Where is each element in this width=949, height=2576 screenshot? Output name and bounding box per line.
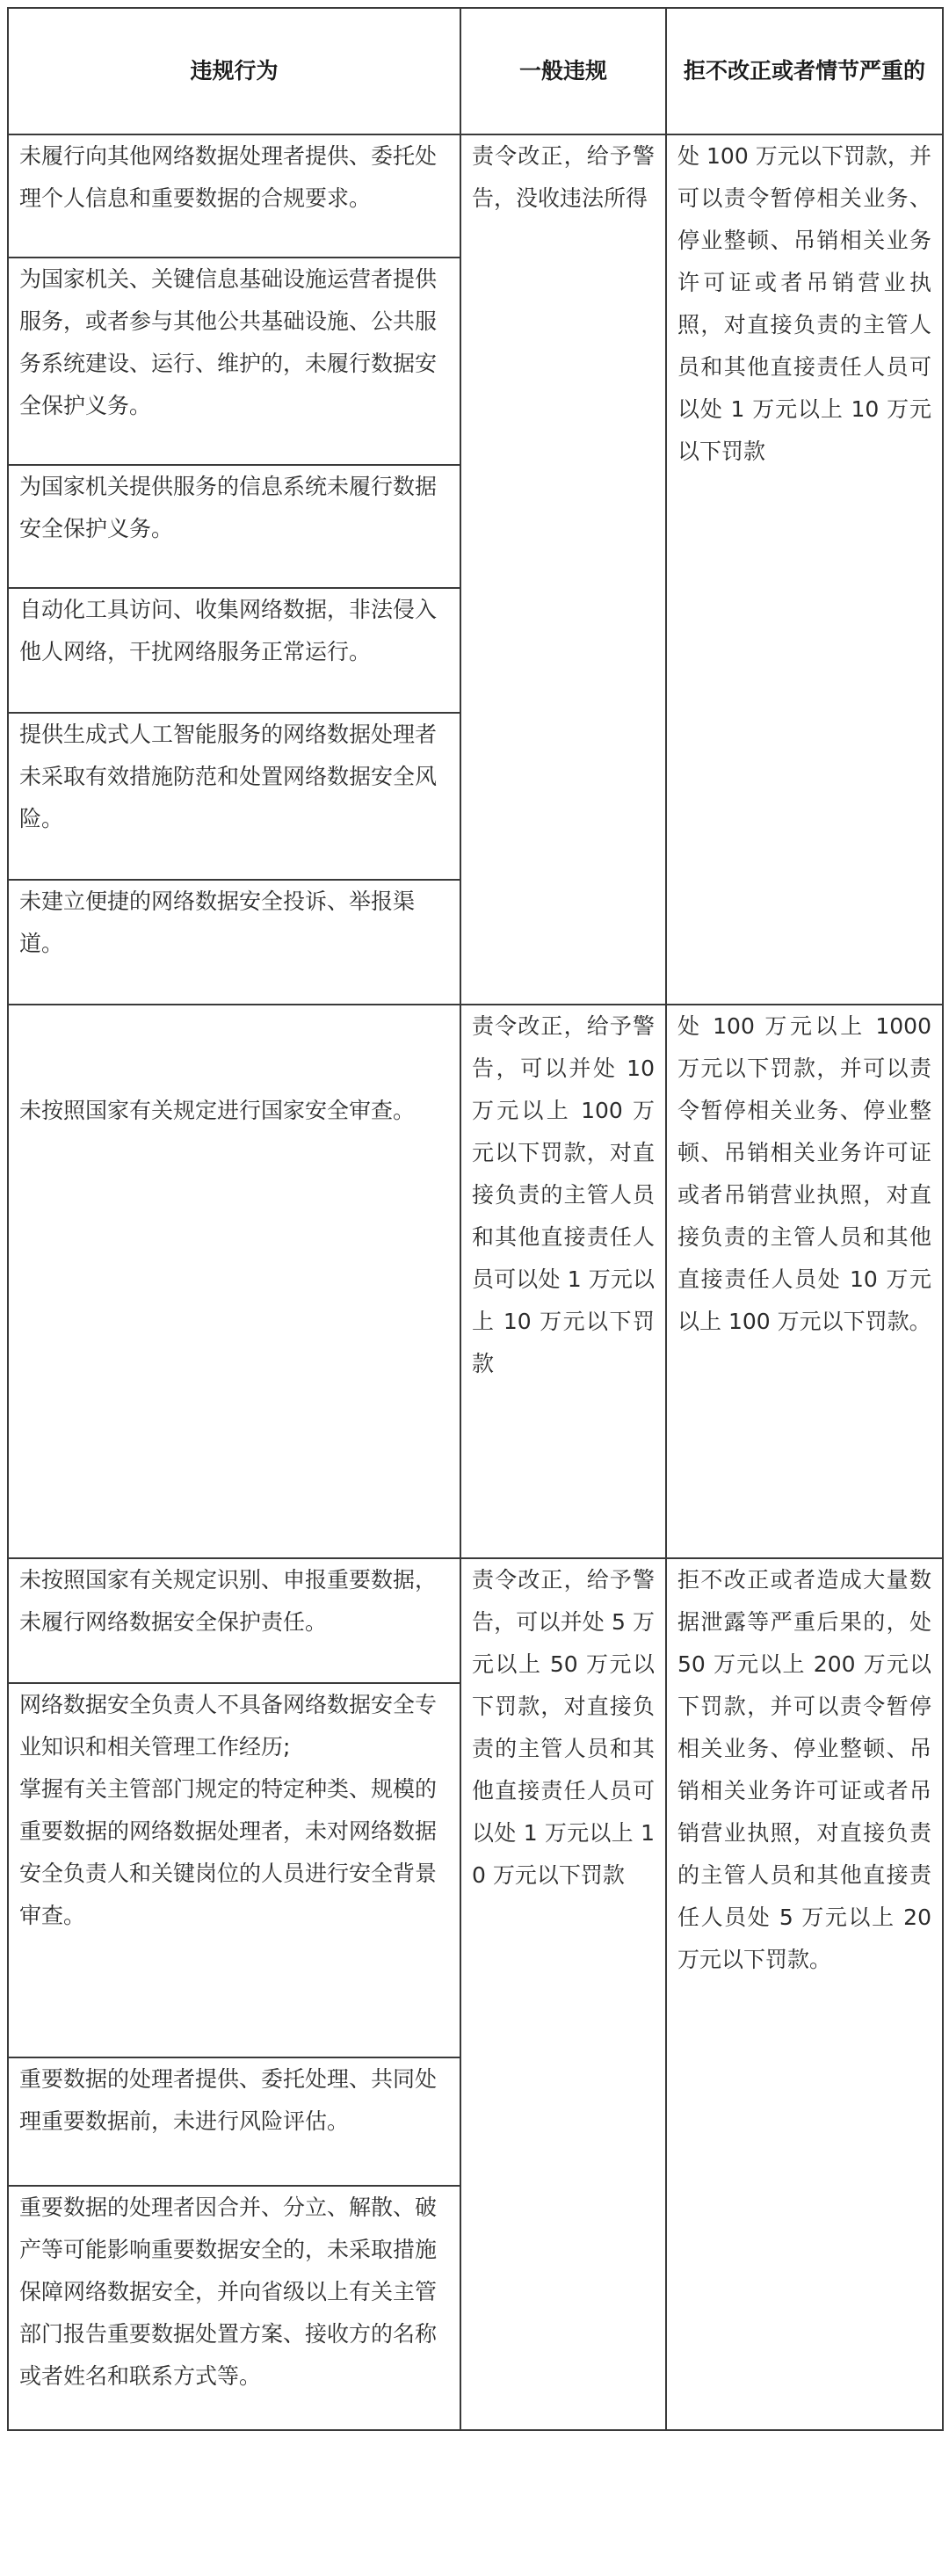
violation-cell: 未履行向其他网络数据处理者提供、委托处理个人信息和重要数据的合规要求。 xyxy=(8,134,460,258)
violation-cell: 为国家机关、关键信息基础设施运营者提供服务，或者参与其他公共基础设施、公共服务系统建设、运行、维护的，未履行数据安全保护义务。 xyxy=(8,258,460,465)
violation-cell: 未按照国家有关规定进行国家安全审查。 xyxy=(8,1005,460,1558)
general-penalty-cell: 责令改正，给予警告，没收违法所得 xyxy=(460,134,666,1005)
violation-cell: 未建立便捷的网络数据安全投诉、举报渠道。 xyxy=(8,880,460,1005)
severe-penalty-cell: 处 100 万元以下罚款，并可以责令暂停相关业务、停业整顿、吊销相关业务许可证或者吊销营业执照，对直接负责的主管人员和其他直接责任人员可以处 1 万元以上 10 万元以下罚款 xyxy=(666,134,943,1005)
penalty-table xyxy=(7,7,944,2431)
general-penalty-cell: 责令改正，给予警告，可以并处 10 万元以上 100 万元以下罚款，对直接负责的主管人员和其他直接责任人员可以处 1 万元以上 10 万元以下罚款 xyxy=(460,1005,666,1558)
violation-cell: 重要数据的处理者因合并、分立、解散、破产等可能影响重要数据安全的，未采取措施保障网络数据安全，并向省级以上有关主管部门报告重要数据处置方案、接收方的名称或者姓名和联系方式等。 xyxy=(8,2186,460,2430)
violation-text: 掌握有关主管部门规定的特定种类、规模的重要数据的网络数据处理者，未对网络数据安全负责人和关键岗位的人员进行安全背景审查。 xyxy=(19,1776,438,1928)
violation-cell: 提供生成式人工智能服务的网络数据处理者未采取有效措施防范和处置网络数据安全风险。 xyxy=(8,713,460,880)
header-row xyxy=(8,8,943,134)
violation-cell: 为国家机关提供服务的信息系统未履行数据安全保护义务。 xyxy=(8,465,460,588)
violation-text: 网络数据安全负责人不具备网络数据安全专业知识和相关管理工作经历; xyxy=(19,1692,438,1760)
table-row xyxy=(8,1005,943,1558)
violation-cell: 自动化工具访问、收集网络数据，非法侵入他人网络，干扰网络服务正常运行。 xyxy=(8,588,460,713)
severe-penalty-cell: 拒不改正或者造成大量数据泄露等严重后果的，处 50 万元以上 200 万元以下罚款，并可以责令暂停相关业务、停业整顿、吊销相关业务许可证或者吊销营业执照，对直接负责的主管人员和其他直接责任人员处 5 万元以上 20 万元以下罚款。 xyxy=(666,1558,943,2430)
violation-cell: 重要数据的处理者提供、委托处理、共同处理重要数据前，未进行风险评估。 xyxy=(8,2057,460,2186)
severe-penalty-cell: 处 100 万元以上 1000 万元以下罚款，并可以责令暂停相关业务、停业整顿、吊销相关业务许可证或者吊销营业执照，对直接负责的主管人员和其他直接责任人员处 10 万元以上 100 万元以下罚款。 xyxy=(666,1005,943,1558)
violation-cell: 未按照国家有关规定识别、申报重要数据，未履行网络数据安全保护责任。 xyxy=(8,1558,460,1683)
header-general: 一般违规 xyxy=(460,8,666,134)
violation-cell xyxy=(8,1683,460,2057)
header-severe: 拒不改正或者情节严重的 xyxy=(666,8,943,134)
header-violation: 违规行为 xyxy=(8,8,460,134)
table-row xyxy=(8,134,943,258)
table-row xyxy=(8,1558,943,1683)
general-penalty-cell: 责令改正，给予警告，可以并处 5 万元以上 50 万元以下罚款，对直接负责的主管人员和其他直接责任人员可以处 1 万元以上 10 万元以下罚款 xyxy=(460,1558,666,2430)
